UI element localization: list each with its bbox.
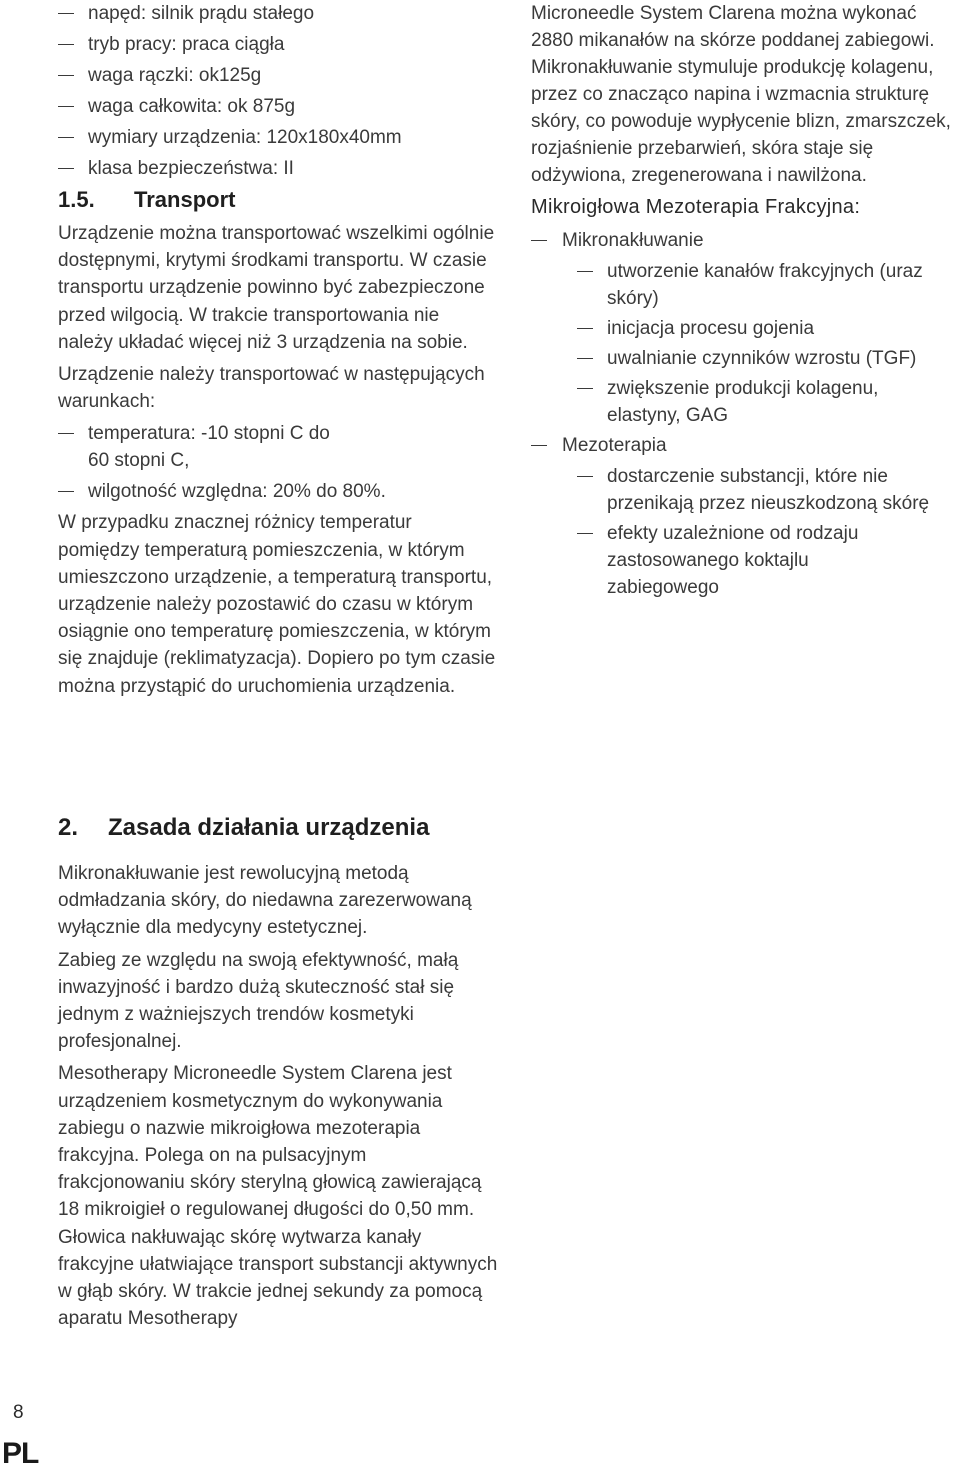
zasada-section-title: Zasada działania urządzenia: [108, 814, 430, 841]
page-number: 8: [13, 1402, 24, 1423]
effect-item: zwiększenie produkcji kolagenu, elastyny, GAG: [577, 375, 927, 429]
zasada-section-number: 2.: [58, 814, 79, 841]
effect-item: dostarczenie substancji, które nie przenikają przez nieuszkodzoną skórę: [577, 463, 942, 517]
language-badge: PL: [2, 1437, 39, 1470]
transport-paragraph-1: Urządzenie można transportować wszelkimi ogólnie dostępnymi, krytymi środkami transportu. W czasie transportu urządzenie powinno być zabezpieczone przed wilgocią. W trakcie transportowania nie należy układać więcej niż 3 urządzenia na sobie.: [58, 223, 495, 353]
effect-item: efekty uzależnione od rodzaju zastosowanego koktajlu zabiegowego: [577, 520, 907, 601]
transport-heading: [58, 186, 498, 214]
spec-item: napęd: silnik prądu stałego: [58, 0, 498, 27]
mezoterapia-list: [531, 463, 960, 601]
zasada-paragraph-2: Zabieg ze względu na swoją efektywność, małą inwazyjność i bardzo dużą skuteczność stał się jednym z ważniejszych trendów kosmetyki profesjonalnej.: [58, 949, 459, 1053]
effect-item: inicjacja procesu gojenia: [577, 315, 960, 342]
group-label-mikronakluwanie: Mikronakłuwanie: [531, 227, 960, 254]
mezoterapia-heading: Mikroigłowa Mezoterapia Frakcyjna:: [531, 196, 861, 218]
spec-item: waga rączki: ok125g: [58, 62, 498, 89]
effect-item: utworzenie kanałów frakcyjnych (uraz skóry): [577, 258, 927, 312]
right-paragraph-1: Microneedle System Clarena można wykonać 2880 mikanałów na skórze poddanej zabiegowi. Mikronakłuwanie stymuluje produkcję kolagenu, przez co znacząco napina i wzmacnia strukturę skóry, co powoduje wypłycenie blizn, zmarszczek, rozjaśnienie przebarwień, skóra staje się odżywiona, zregenerowana i nawilżona.: [531, 3, 951, 186]
transport-section-number: 1.5.: [58, 187, 95, 212]
transport-paragraph-2: Urządzenie należy transportować w następujących warunkach:: [58, 364, 485, 413]
group-label-mezoterapia: Mezoterapia: [531, 432, 960, 459]
transport-conditions-list: [58, 420, 498, 505]
spec-item: wymiary urządzenia: 120x180x40mm: [58, 124, 498, 151]
transport-paragraph-3: W przypadku znacznej różnicy temperatur pomiędzy temperaturą pomieszczenia, w którym umieszczono urządzenie, a temperaturą transportu, urządzenie należy pozostawić do czasu w którym osiągnie ono temperaturę pomieszczenia, w którym się znajduje (reklimatyzacja). Dopiero po tym czasie można przystąpić do uruchomienia urządzenia.: [58, 512, 496, 697]
mikronakluwanie-list: [531, 258, 960, 429]
spec-item: tryb pracy: praca ciągła: [58, 31, 498, 58]
specs-list: [58, 0, 498, 182]
condition-item: temperatura: -10 stopni C do 60 stopni C,: [58, 420, 338, 474]
zasada-paragraph-3: Mesotherapy Microneedle System Clarena jest urządzeniem kosmetycznym do wykonywania zabiegu o nazwie mikroigłowa mezoterapia frakcyjna. Polega on na pulsacyjnym frakcjonowaniu skóry sterylną głowicą zawierającą 18 mikroigieł o regulowanej długości do 0,50 mm. Głowica nakłuwając skórę wytwarza kanały frakcyjne ułatwiające transport substancji aktywnych w głąb skóry. W trakcie jednej sekundy za pomocą aparatu Mesotherapy: [58, 1063, 498, 1330]
zasada-heading: [58, 813, 429, 843]
right-column: [531, 0, 960, 604]
condition-item: wilgotność względna: 20% do 80%.: [58, 478, 498, 505]
left-column: [58, 0, 498, 705]
spec-item: klasa bezpieczeństwa: II: [58, 155, 498, 182]
zasada-paragraph-1: Mikronakłuwanie jest rewolucyjną metodą odmładzania skóry, do niedawna zarezerwowaną wyłącznie dla medycyny estetycznej.: [58, 863, 472, 939]
effect-item: uwalnianie czynników wzrostu (TGF): [577, 345, 960, 372]
transport-section-title: Transport: [134, 187, 236, 212]
spec-item: waga całkowita: ok 875g: [58, 93, 498, 120]
zasada-body: [58, 860, 498, 1337]
